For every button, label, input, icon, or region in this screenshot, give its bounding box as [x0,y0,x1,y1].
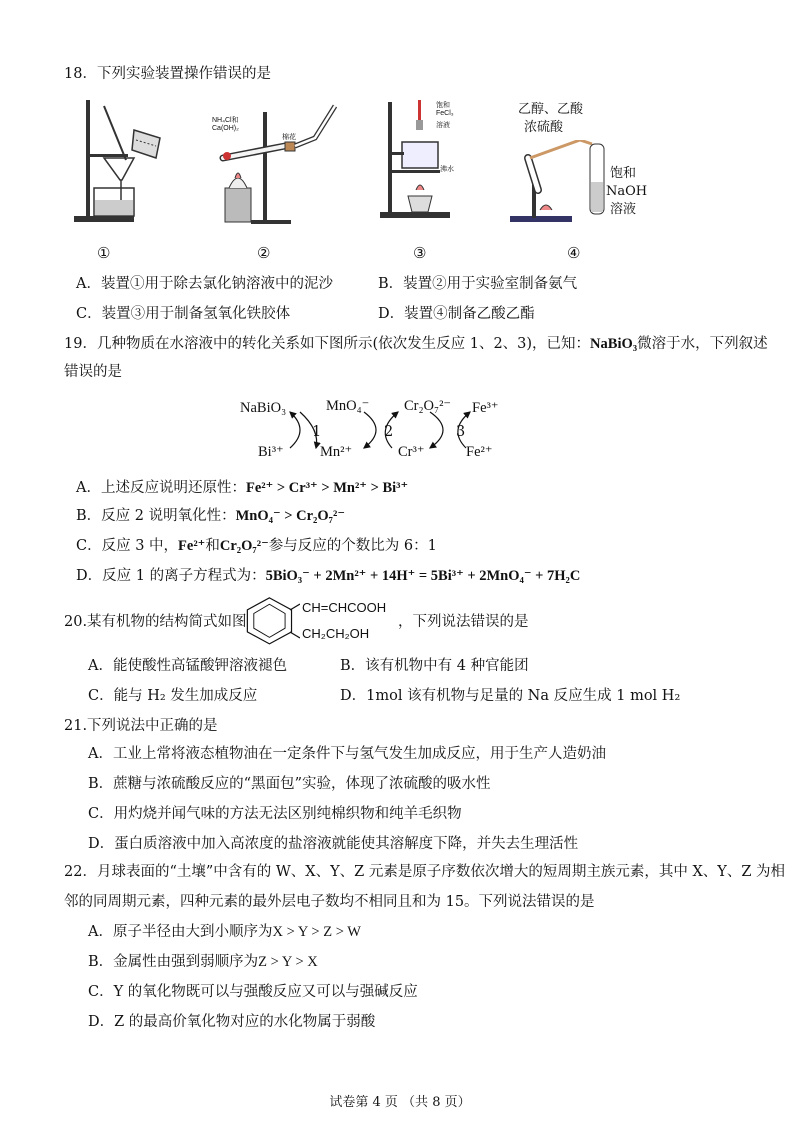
apparatus-2-reagent-1: NH₄Cl和 [212,117,239,124]
q22-option-a [88,922,361,942]
q21-option-b: B．蔗糖与浓硫酸反应的“黑面包”实验，体现了浓硫酸的吸水性 [88,776,491,792]
apparatus-3-label: ③ [413,244,427,262]
apparatus-4-ester [510,140,620,224]
apparatus-1-label: ① [97,244,111,262]
apparatus-1-filtration [64,98,174,224]
q22-a-text: A．原子半径由大到小顺序为 [88,924,273,940]
apparatus-4-text-3: 溶液 [610,202,637,217]
q22-option-c: C．Y 的氧化物既可以与强酸反应又可以与强碱反应 [88,984,418,1000]
q19-d-text: D．反应 1 的离子方程式为： [76,568,266,584]
q21-option-a: A．工业上常将液态植物油在一定条件下与氢气发生加成反应，用于生产人造奶油 [88,746,606,762]
apparatus-3-text-2: FeCl₃ [436,110,454,117]
q22-b-chem: Z > Y > X [258,954,318,970]
q19-option-b [76,506,345,526]
diagram-top-1: NaBiO₃ [240,400,287,416]
q21-option-c: C．用灼烧并闻气味的方法无法区别纯棉织物和纯羊毛织物 [88,806,462,822]
apparatus-4-label: ④ [567,244,581,262]
q19-a-text: A．上述反应说明还原性： [76,480,246,496]
q20-group-2: CH₂CH₂OH [302,626,370,641]
q19-a-chem: Fe²⁺ > Cr³⁺ > Mn²⁺ > Bi³⁺ [245,480,409,496]
q19-stem-text: 19．几种物质在水溶液中的转化关系如下图所示(依次发生反应 1、2、3)，已知： [64,336,591,352]
apparatus-3-text-4: 沸水 [440,166,454,173]
q19-stem-line-1 [64,334,768,354]
q20-stem-prefix: 20.某有机物的结构简式如图 [64,614,247,630]
apparatus-3-text-3: 溶液 [436,122,450,129]
q19-d-chem: 5BiO₃⁻ + 2Mn²⁺ + 14H⁺ = 5Bi³⁺ + 2MnO₄⁻ + 7H₂C [265,568,581,584]
q19-b-chem: MnO₄⁻ > Cr₂O₇²⁻ [235,508,346,524]
q22-stem-line-2: 邻的同周期元素，四种元素的最外层电子数均不相同且和为 15。下列说法错误的是 [64,894,595,910]
apparatus-2-cotton: 棉花 [282,134,296,141]
q20-option-a: A．能使酸性高锰酸钾溶液褪色 [88,658,287,674]
q19-c-text: C．反应 3 中， [76,538,179,554]
q22-b-text: B．金属性由强到弱顺序为 [88,954,259,970]
apparatus-2-label: ② [257,244,271,262]
q19-c-mid: 和 [205,538,220,554]
benzene-ring-structure [240,596,300,648]
q18-option-d: D．装置④制备乙酸乙酯 [378,306,535,322]
apparatus-2-reagent-2: Ca(OH)₂ [212,125,239,132]
q19-option-c [76,536,437,556]
diagram-bottom-3: Cr³⁺ [398,444,425,460]
diagram-top-3: Cr₂O₇²⁻ [404,398,452,414]
q19-stem-chem: NaBiO₃ [590,336,638,352]
q20-option-d: D．1mol 该有机物与足量的 Na 反应生成 1 mol H₂ [340,688,681,704]
q21-option-d: D．蛋白质溶液中加入高浓度的盐溶液就能使其溶解度下降，并失去生理活性 [88,836,579,852]
diagram-bottom-2: Mn²⁺ [320,444,353,460]
q20-option-b: B．该有机物中有 4 种官能团 [340,658,529,674]
q19-c-end: 参与反应的个数比为 6：1 [268,538,437,554]
q18-option-a: A．装置①用于除去氯化钠溶液中的泥沙 [76,276,333,292]
apparatus-3-text-1: 饱和 [436,102,450,109]
diagram-step-1: 1 [312,424,322,440]
diagram-arrows [280,404,480,456]
q18-option-b: B．装置②用于实验室制备氨气 [378,276,578,292]
q22-a-chem: X > Y > Z > W [272,924,361,940]
apparatus-4-reagent-2: 浓硫酸 [524,120,564,135]
q18-option-c: C．装置③用于制备氢氧化铁胶体 [76,306,291,322]
diagram-step-2: 2 [384,424,394,440]
apparatus-3-colloid [380,98,470,222]
apparatus-4-reagent-1: 乙醇、乙酸 [518,102,584,117]
page-footer: 试卷第 4 页 （共 8 页） [329,1095,471,1110]
diagram-step-3: 3 [456,424,466,440]
q22-option-d: D．Z 的最高价氧化物对应的水化物属于弱酸 [88,1014,376,1030]
q19-c-chem-2: Cr₂O₇²⁻ [219,538,269,554]
q18-stem: 18．下列实验装置操作错误的是 [64,66,271,82]
q20-option-c: C．能与 H₂ 发生加成反应 [88,688,258,704]
q19-option-d [76,566,580,586]
q20-group-1: CH=CHCOOH [302,600,387,615]
diagram-bottom-4: Fe²⁺ [466,444,493,460]
q20-stem-end: ，下列说法错误的是 [398,614,529,630]
q19-b-text: B．反应 2 说明氧化性： [76,508,236,524]
q19-option-a [76,478,408,498]
diagram-bottom-1: Bi³⁺ [258,444,284,460]
apparatus-4-text-1: 饱和 [610,166,637,181]
q22-stem-line-1: 22．月球表面的“土壤”中含有的 W、X、Y、Z 元素是原子序数依次增大的短周期主族元素，其中 X、Y、Z 为相 [64,864,786,880]
q19-c-chem-1: Fe²⁺ [178,538,206,554]
q22-option-b [88,952,318,972]
diagram-top-4: Fe³⁺ [472,400,499,416]
q21-stem: 21.下列说法中正确的是 [64,718,218,734]
q19-stem-end: 微溶于水，下列叙述 [637,336,768,352]
q19-stem-line-2: 错误的是 [64,364,122,380]
diagram-top-2: MnO₄⁻ [326,398,370,414]
apparatus-4-text-2: NaOH [606,184,648,199]
